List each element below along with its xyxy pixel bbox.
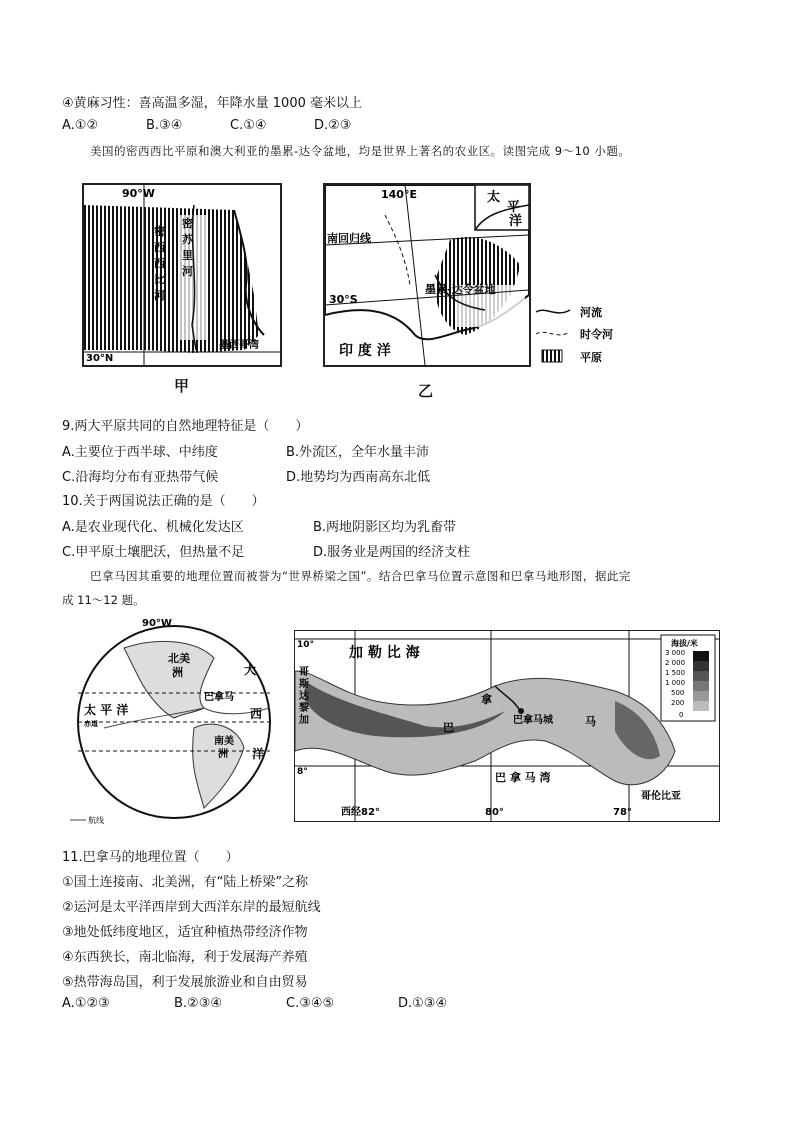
q10-stem: 10.关于两国说法正确的是（ ） [62,494,265,509]
map-yi-svg [325,185,529,365]
elevation-legend [661,635,715,721]
legend-seasonal-symbol [536,332,570,335]
topo-lon78: 78° [613,807,632,818]
item-4-text: ④黄麻习性：喜高温多湿，年降水量 1000 毫米以上 [62,96,363,111]
q11-item-4: ④东西狭长，南北临海，利于发展海产养殖 [62,950,308,965]
route-legend-label: 航线 [88,816,104,825]
q8-option-b: B.③④ [146,118,183,133]
topo-char: 巴 [443,721,454,734]
q9-option-c: C.沿海均分布有亚热带气候 [62,470,219,485]
river-char: 比 [154,273,165,286]
pacific-char: 平 [507,200,521,215]
q11-item-1: ①国土连接南、北美洲，有“陆上桥梁”之称 [62,875,309,890]
legend-swatch [693,701,709,711]
legend-swatch [693,661,709,671]
q11-option-a: A.①②③ [62,996,110,1011]
q8-option-a: A.①② [62,118,99,133]
globe-figure [64,618,284,830]
panama-topo-svg [295,631,719,821]
q9-option-b: B.外流区，全年水量丰沛 [286,445,430,460]
river-char: 密 [182,217,193,230]
q10-option-c: C.甲平原土壤肥沃，但热量不足 [62,545,245,560]
legend-value: 2 000 [665,659,686,667]
pacific-char: 洋 [509,214,523,229]
yi-lon-label: 140°E [381,188,417,201]
costa-rica-label [298,665,309,726]
legend-value: 0 [679,711,684,719]
jia-lon-label: 90°W [122,187,155,200]
legend-value: 200 [671,699,685,707]
plain-shading [84,205,259,353]
legend-value: 1 000 [665,679,686,687]
river-char: 里 [182,249,193,262]
q11-stem: 11.巴拿马的地理位置（ ） [62,850,239,865]
panama-topo-map [294,630,720,822]
costa-rica-char: 加 [299,715,309,726]
topo-char: 拿 [481,693,492,706]
topo-lon80: 80° [485,807,504,818]
yi-tropic-label: 南回归线 [327,232,371,245]
atlantic-char: 大 [244,663,257,677]
gulf-label: 巴 拿 马 湾 [495,771,551,784]
q10-option-b: B.两地阴影区均为乳畜带 [313,520,457,535]
legend-swatch [693,681,709,691]
legend-river-symbol [536,310,570,313]
map-yi-caption: 乙 [418,382,434,400]
intro-11-12-line2: 成 11～12 题。 [62,593,145,607]
intro-11-12-line1: 巴拿马因其重要的地理位置而被誉为“世界桥梁之国”。结合巴拿马位置示意图和巴拿马地形图，据此完 [90,569,631,583]
q9-option-d: D.地势均为西南高东北低 [286,470,431,485]
legend-swatch [693,671,709,681]
caribbean-label: 加 勒 比 海 [349,645,420,661]
q10-option-d: D.服务业是两国的经济支柱 [313,545,471,560]
jia-gulf-label: 墨西哥湾 [219,340,259,351]
north-america-label: 北美 [168,652,190,665]
q11-option-c: C.③④⑤ [286,996,335,1011]
yi-lat-label: 30°S [329,293,358,306]
map-yi [323,183,531,367]
legend-value: 1 500 [665,669,686,677]
costa-rica-char: 达 [299,691,309,702]
pacific-char: 太 [487,190,501,205]
atlantic-char: 西 [250,707,263,721]
map-jia-caption: 甲 [174,377,190,395]
south-america-label: 洲 [218,749,228,760]
river-char: 西 [154,257,165,270]
south-america-label: 南美 [214,736,234,747]
legend-swatch [693,691,709,701]
map-jia [82,183,282,367]
q8-option-c: C.①④ [230,118,267,133]
north-america-label: 洲 [172,666,183,679]
indian-ocean-label: 印 度 洋 [339,343,391,359]
river-char: 河 [154,289,165,302]
intro-9-10: 美国的密西西比平原和澳大利亚的墨累-达令盆地，均是世界上著名的农业区。读图完成 9～10 小题。 [90,144,631,158]
q10-option-a: A.是农业现代化、机械化发达区 [62,520,244,535]
legend-river-label: 河流 [580,306,602,319]
legend-plain-label: 平原 [580,351,602,364]
q11-item-2: ②运河是太平洋西岸到大西洋东岸的最短航线 [62,900,321,915]
basin-label: 墨累-达令盆地 [425,283,496,296]
equator-label: 赤道 [84,720,98,728]
q9-stem: 9.两大平原共同的自然地理特征是（ ） [62,419,309,434]
panama-city-label: 巴拿马城 [513,715,553,726]
river-char: 西 [154,241,165,254]
panama-label: 巴拿马 [204,692,234,703]
atlantic-char: 洋 [252,747,265,761]
map-jia-svg [84,185,280,365]
panama-city-marker [518,708,524,714]
pacific-label: 太 平 洋 [84,703,129,717]
legend-plain-symbol [542,350,562,362]
q11-item-3: ③地处低纬度地区，适宜种植热带经济作物 [62,925,308,940]
q11-item-5: ⑤热带海岛国，利于发展旅游业和自由贸易 [62,975,308,990]
costa-rica-char: 哥 [299,667,309,678]
q8-option-d: D.②③ [314,118,352,133]
topo-lat8: 8° [297,767,308,777]
colombia-label: 哥伦比亚 [641,791,681,802]
river-char: 密 [154,225,165,238]
topo-char: 马 [585,715,596,728]
jia-lat-label: 30°N [86,353,114,364]
legend-value: 500 [671,689,685,697]
costa-rica-char: 斯 [299,679,309,690]
legend-value: 3 000 [665,649,686,657]
legend-title: 海拔/米 [671,639,698,648]
q11-option-b: B.②③④ [174,996,223,1011]
river-char: 苏 [182,233,193,246]
river-char: 河 [182,265,193,278]
legend-swatch [693,651,709,661]
q9-option-a: A.主要位于西半球、中纬度 [62,445,218,460]
costa-rica-char: 黎 [299,703,309,714]
topo-lat10: 10° [297,640,315,650]
topo-lon82: 西经82° [341,807,380,818]
legend-seasonal-label: 时令河 [580,328,613,341]
q11-option-d: D.①③④ [398,996,448,1011]
globe-lon-label: 90°W [142,618,172,629]
map-yi-legend [530,300,620,370]
